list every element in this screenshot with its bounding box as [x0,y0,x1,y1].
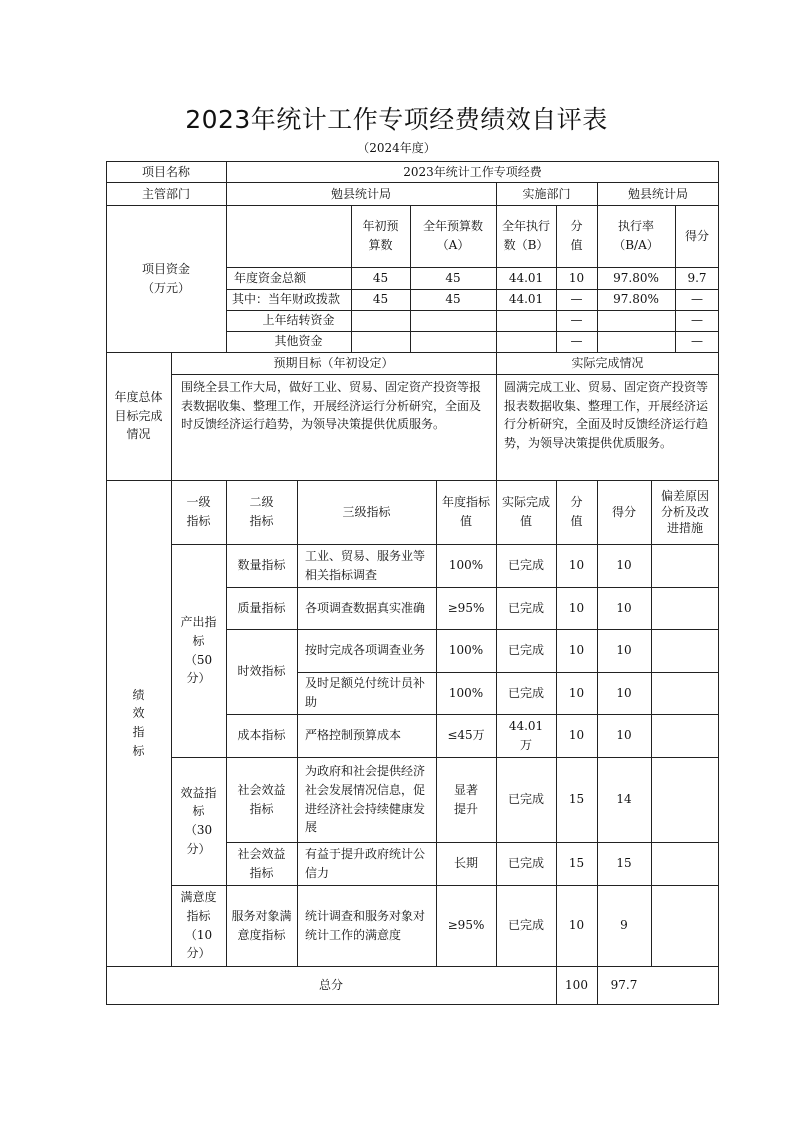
page-subtitle: （2024年度） [357,141,436,155]
perf-l3: 按时完成各项调查业务 [305,643,426,658]
perf-header: 一级指标 [186,495,211,528]
perf-got: 15 [616,856,632,871]
funds-header: 分值 [570,219,583,252]
perf-l2: 质量指标 [237,600,286,615]
funds-cell: — [691,334,703,349]
funds-cell: — [570,292,583,307]
perf-l3: 及时足额兑付统计员补助 [305,676,426,709]
perf-l3: 各项调查数据真实准确 [305,600,426,615]
funds-cell: — [691,313,703,328]
perf-score: 10 [568,918,585,933]
perf-got: 10 [616,685,632,700]
perf-actual: 已完成 [507,558,544,573]
perf-note [651,672,719,714]
funds-cell: — [570,313,583,328]
funds-row-name: 年度资金总额 [234,270,307,285]
perf-l3: 严格控制预算成本 [305,728,402,743]
perf-score: 10 [568,558,585,573]
funds-cell: — [691,292,703,307]
evaluation-table [106,161,719,1005]
perf-actual: 已完成 [507,856,544,871]
funds-cell: 44.01 [508,292,544,307]
funds-row-name: 上年结转资金 [262,313,335,328]
perf-l2: 服务对象满意度指标 [231,908,292,942]
perf-target: ≤45万 [447,728,485,743]
dept-label: 主管部门 [141,186,190,201]
funds-cell: 45 [372,270,389,285]
perf-actual: 已完成 [507,918,544,933]
perf-note [651,757,719,842]
goals-expected-text: 围绕全县工作大局，做好工业、贸易、固定资产投资等报表数据收集、整理工作，开展经济运行分析研究，全面及时反馈经济运行趋势，为领导决策提供优质服务。 [181,380,482,432]
funds-cell: 44.01 [508,270,544,285]
funds-header: 执行率（B/A） [613,219,659,252]
total-got: 97.7 [610,978,638,993]
dept-value: 勉县统计局 [330,186,391,201]
perf-got: 14 [616,792,632,807]
perf-score: 10 [568,600,585,615]
perf-note [651,544,719,587]
perf-actual: 已完成 [507,643,544,658]
perf-score: 15 [568,792,585,807]
perf-group-benefit: 效益指标（30分） [180,785,217,856]
perf-header: 分值 [570,495,583,528]
funds-cell: 45 [445,292,461,307]
perf-target: 100% [448,643,484,658]
impl-dept-value: 勉县统计局 [627,186,688,201]
funds-header: 全年执行数（B） [501,219,550,252]
perf-actual: 已完成 [507,685,544,700]
perf-score: 10 [568,728,585,743]
perf-group-satisfaction: 满意度指标（10分） [180,890,217,961]
goals-actual-label: 实际完成情况 [571,355,644,370]
perf-l2: 社会效益指标 [237,846,286,880]
funds-header: 得分 [684,228,709,243]
funds-header: 全年预算数（A） [422,219,483,252]
perf-got: 10 [616,728,632,743]
funds-row-name: 其中：当年财政拨款 [232,292,341,307]
perf-note [651,629,719,672]
funds-row-name: 其他资金 [274,334,323,349]
total-label: 总分 [318,978,343,993]
perf-l3: 工业、贸易、服务业等相关指标调查 [305,548,426,582]
perf-note [651,714,719,757]
perf-actual: 已完成 [507,600,544,615]
perf-target: 100% [448,558,484,573]
funds-cell: 10 [568,270,585,285]
total-score: 100 [565,978,588,993]
funds-header: 年初预算数 [362,219,399,252]
perf-header: 三级指标 [342,504,391,519]
perf-actual: 已完成 [507,792,544,807]
perf-got: 10 [616,643,632,658]
project-name-value: 2023年统计工作专项经费 [403,164,542,179]
perf-note [651,885,719,966]
perf-target: ≥95% [447,600,485,615]
funds-cell: 97.80% [613,292,659,307]
perf-note [651,842,719,885]
perf-score: 15 [568,856,585,871]
perf-header: 二级指标 [249,495,274,528]
perf-l3: 有益于提升政府统计公信力 [305,846,426,880]
perf-score: 10 [568,643,585,658]
perf-group-output: 产出指标（50分） [180,615,217,686]
funds-cell: 45 [445,270,461,285]
perf-l2: 社会效益指标 [237,782,286,816]
perf-target: 100% [448,685,484,700]
perf-l3: 统计调查和服务对象对统计工作的满意度 [305,908,426,942]
perf-note [651,587,719,629]
perf-target: 长期 [453,856,478,871]
perf-header: 得分 [611,504,636,519]
perf-header: 偏差原因分析及改进措施 [660,488,709,536]
goals-actual-text: 圆满完成工业、贸易、固定资产投资等报表数据收集、整理工作，开展经济运行分析研究，全面及时反馈经济运行趋势，为领导决策提供优质服务。 [504,380,709,450]
funds-cell: 9.7 [687,270,707,285]
perf-got: 10 [616,558,632,573]
perf-got: 9 [620,918,628,933]
perf-label: 绩效指标 [132,687,145,758]
funds-label: 项目资金（万元） [141,261,190,295]
perf-l2: 成本指标 [237,728,286,743]
goals-expected-label: 预期目标（年初设定） [273,355,394,370]
funds-cell: 97.80% [613,270,659,285]
perf-l2: 时效指标 [237,664,286,679]
project-name-label: 项目名称 [141,164,190,179]
impl-dept-label: 实施部门 [522,186,571,201]
perf-target: ≥95% [447,918,485,933]
perf-score: 10 [568,685,585,700]
perf-got: 10 [616,600,632,615]
perf-l2: 数量指标 [237,558,286,573]
perf-l3: 为政府和社会提供经济社会发展情况信息，促进经济社会持续健康发展 [305,764,426,835]
perf-header: 年度指标值 [441,495,490,528]
perf-header: 实际完成值 [501,495,550,528]
goals-label: 年度总体目标完成情况 [114,390,163,442]
funds-cell: — [570,334,583,349]
funds-cell: 45 [372,292,389,307]
page-title: 2023年统计工作专项经费绩效自评表 [185,105,608,134]
perf-target: 显著提升 [453,782,478,816]
perf-actual: 44.01万 [508,718,544,752]
